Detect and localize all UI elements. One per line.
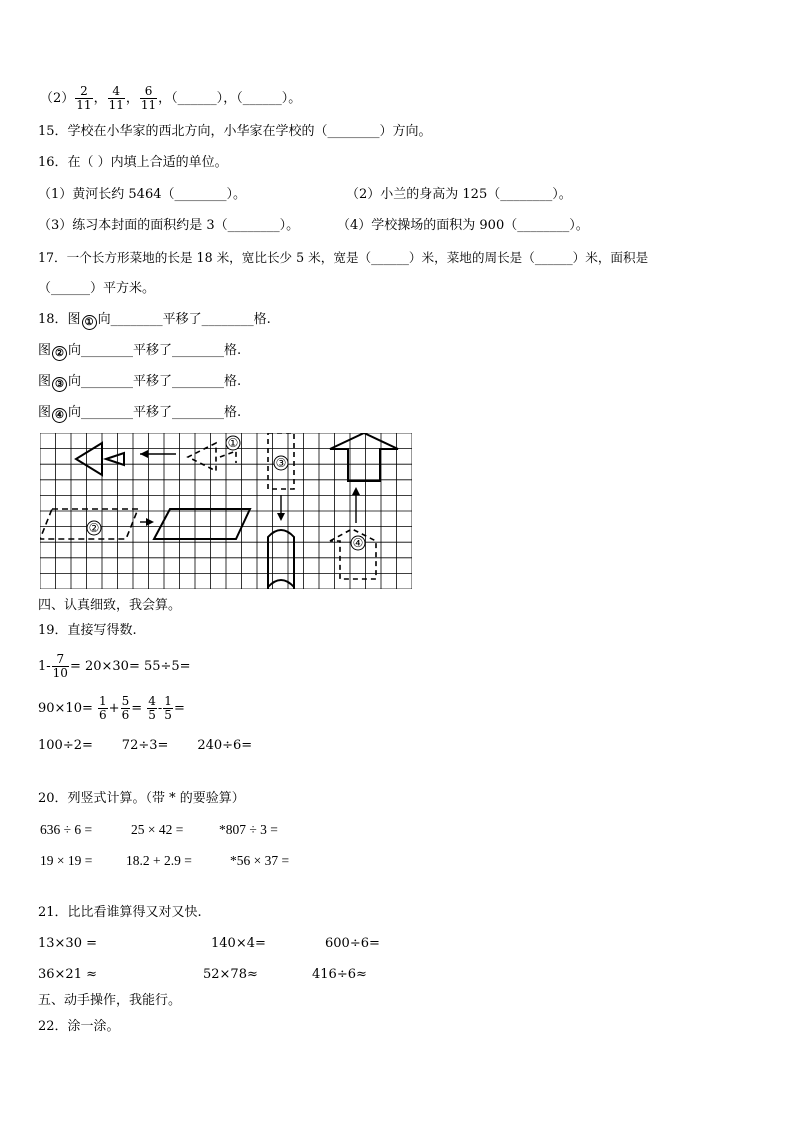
q16-item-2: （2）小兰的身高为 125（________）。 [346,187,572,202]
q21-row1-c: 600÷6= [325,936,380,951]
section-5-title: 五、动手操作，我能行。 [38,993,182,1008]
q14-blank-1[interactable]: （______） [171,91,224,106]
q16-item-4: （4）学校操场的面积为 900（________）。 [337,218,589,233]
q20-row2-c: *56 × 37 = [230,853,290,868]
q20-row1-a: 636 ÷ 6 = [40,822,93,837]
q20-row1-c: *807 ÷ 3 = [219,822,278,837]
circled-number-icon: ③ [52,377,67,392]
q14-blank-2[interactable]: （______） [236,91,289,106]
q21-row2-a: 36×21 ≈ [38,967,98,982]
q17-line-1: 17．一个长方形菜地的长是 18 米，宽比长少 5 米，宽是（______）米，菜地的周长是（______）米，面积是 [38,250,649,265]
q18-row-4: 图 ④ 向________平移了________格. [38,405,242,421]
q19-line-3: 100÷2= 72÷3= 240÷6= [38,738,253,753]
q20-row2-a: 19 × 19 = [40,853,93,868]
shape-1-solid [76,443,102,475]
q21-title: 21．比比看谁算得又对又快. [38,905,202,920]
shape-1-dashed [188,443,216,471]
circled-number-icon: ① [82,315,97,330]
circled-number-icon: ② [52,346,67,361]
q19-line-1: 1- $\frac{7}{10}$ = 20×30= 55÷5= [38,652,191,680]
q15-text: 15．学校在小华家的西北方向，小华家在学校的（________）方向。 [38,124,432,139]
q18-row-1: 18．图 ① 向________平移了________格. [38,312,271,328]
q16-item-3: （3）练习本封面的面积约是 3（________）。 [38,218,300,233]
q20-title: 20．列竖式计算。（带 * 的要验算） [38,791,245,806]
q22-title: 22．涂一涂。 [38,1019,120,1034]
figure-label-2: ② [88,521,100,535]
q18-row-3: 图 ③ 向________平移了________格. [38,374,242,390]
shape-1-solid-tail [106,453,124,465]
circled-number-icon: ④ [52,408,67,423]
section-4-title: 四、认真细致，我会算。 [38,598,182,613]
shape-4-solid [330,433,398,481]
shape-1-dashed-tail [220,451,236,463]
q17-line-2: （______）平方米。 [38,281,156,296]
q20-row1-b: 25 × 42 = [131,822,184,837]
q14-fraction-1: $\frac{2}{11}$ [76,84,92,112]
q18-row-2: 图 ② 向________平移了________格. [38,343,242,359]
q20-row2-b: 18.2 + 2.9 = [126,853,192,868]
figure-label-3: ③ [275,456,287,470]
figure-label-1: ① [227,436,239,450]
q21-row2-b: 52×78≈ [203,967,258,982]
q16-item-1: （1）黄河长约 5464（________）。 [38,187,246,202]
translation-grid-figure [40,433,412,589]
q21-row1-b: 140×4= [211,936,266,951]
figure-label-4: ④ [352,536,364,550]
q14-fraction-2: $\frac{4}{11}$ [108,84,124,112]
q14-line: （2） $\frac{2}{11}$ ， $\frac{4}{11}$ ， $\frac{6}{11}$ ，（______），（______）。 [40,84,302,112]
q14-fraction-3: $\frac{6}{11}$ [140,84,157,112]
q19-title: 19．直接写得数. [38,623,137,638]
q19-line-2: 90×10= $\frac{1}{6}$ + $\frac{5}{6}$ = $\frac{4}{5}$ - $\frac{1}{5}$ = [38,694,185,722]
q16-title: 16．在（ ）内填上合适的单位。 [38,155,228,170]
q19-fraction: $\frac{7}{10}$ [52,652,68,680]
shape-2-solid [154,509,250,539]
q14-prefix: （2） [40,91,75,106]
q21-row2-c: 416÷6≈ [312,967,367,982]
q21-row1-a: 13×30 = [38,936,98,951]
